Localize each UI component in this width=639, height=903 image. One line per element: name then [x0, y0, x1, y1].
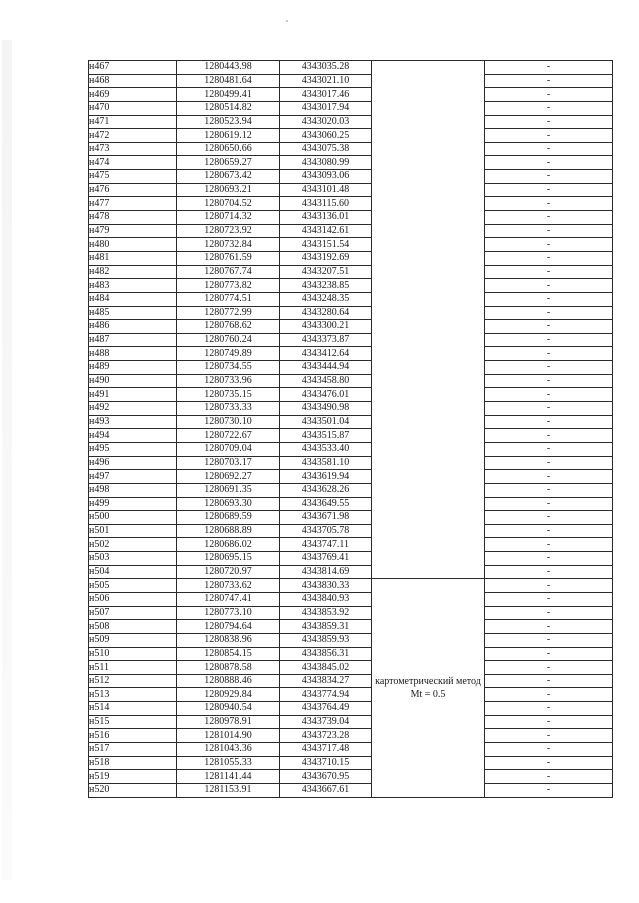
- point-id-cell: н468: [89, 74, 177, 88]
- table-row: [89, 511, 613, 525]
- x-coordinate-cell: 1280723.92: [177, 224, 280, 238]
- point-id-cell: н500: [89, 511, 177, 525]
- accuracy-cell: -: [485, 183, 613, 197]
- x-coordinate-cell: 1280747.41: [177, 592, 280, 606]
- table-row: [89, 579, 613, 593]
- x-coordinate-cell: 1281014.90: [177, 729, 280, 743]
- y-coordinate-cell: 4343859.31: [280, 620, 372, 634]
- table-row: [89, 783, 613, 797]
- accuracy-cell: -: [485, 497, 613, 511]
- point-id-cell: н493: [89, 415, 177, 429]
- y-coordinate-cell: 4343747.11: [280, 538, 372, 552]
- x-coordinate-cell: 1280720.97: [177, 565, 280, 579]
- x-coordinate-cell: 1280722.67: [177, 429, 280, 443]
- accuracy-cell: -: [485, 524, 613, 538]
- accuracy-cell: -: [485, 279, 613, 293]
- table-row: [89, 661, 613, 675]
- accuracy-cell: -: [485, 552, 613, 566]
- table-row: [89, 565, 613, 579]
- x-coordinate-cell: 1281141.44: [177, 770, 280, 784]
- y-coordinate-cell: 4343017.94: [280, 101, 372, 115]
- x-coordinate-cell: 1280673.42: [177, 170, 280, 184]
- y-coordinate-cell: 4343080.99: [280, 156, 372, 170]
- point-id-cell: н513: [89, 688, 177, 702]
- x-coordinate-cell: 1280772.99: [177, 306, 280, 320]
- x-coordinate-cell: 1280773.82: [177, 279, 280, 293]
- point-id-cell: н492: [89, 402, 177, 416]
- x-coordinate-cell: 1280659.27: [177, 156, 280, 170]
- x-coordinate-cell: 1280733.96: [177, 374, 280, 388]
- point-id-cell: н516: [89, 729, 177, 743]
- accuracy-cell: -: [485, 88, 613, 102]
- point-id-cell: н470: [89, 101, 177, 115]
- table-row: [89, 224, 613, 238]
- y-coordinate-cell: 4343238.85: [280, 279, 372, 293]
- y-coordinate-cell: 4343458.80: [280, 374, 372, 388]
- y-coordinate-cell: 4343035.28: [280, 61, 372, 75]
- table-row: [89, 688, 613, 702]
- table-row: [89, 429, 613, 443]
- y-coordinate-cell: 4343142.61: [280, 224, 372, 238]
- x-coordinate-cell: 1280691.35: [177, 483, 280, 497]
- table-row: [89, 347, 613, 361]
- point-id-cell: н473: [89, 142, 177, 156]
- table-row: [89, 320, 613, 334]
- scan-margin-shadow: [2, 40, 12, 880]
- point-id-cell: н489: [89, 361, 177, 375]
- point-id-cell: н490: [89, 374, 177, 388]
- table-row: [89, 402, 613, 416]
- y-coordinate-cell: 4343671.98: [280, 511, 372, 525]
- method-cell-upper: [372, 61, 485, 579]
- y-coordinate-cell: 4343060.25: [280, 129, 372, 143]
- point-id-cell: н491: [89, 388, 177, 402]
- y-coordinate-cell: 4343845.02: [280, 661, 372, 675]
- x-coordinate-cell: 1280499.41: [177, 88, 280, 102]
- point-id-cell: н476: [89, 183, 177, 197]
- accuracy-cell: -: [485, 142, 613, 156]
- table-row: [89, 415, 613, 429]
- point-id-cell: н515: [89, 715, 177, 729]
- point-id-cell: н482: [89, 265, 177, 279]
- table-row: [89, 633, 613, 647]
- x-coordinate-cell: 1280733.33: [177, 402, 280, 416]
- accuracy-cell: -: [485, 442, 613, 456]
- point-id-cell: н504: [89, 565, 177, 579]
- y-coordinate-cell: 4343769.41: [280, 552, 372, 566]
- table-row: [89, 251, 613, 265]
- x-coordinate-cell: 1280443.98: [177, 61, 280, 75]
- accuracy-cell: -: [485, 170, 613, 184]
- y-coordinate-cell: 4343075.38: [280, 142, 372, 156]
- accuracy-cell: -: [485, 579, 613, 593]
- x-coordinate-cell: 1280688.89: [177, 524, 280, 538]
- y-coordinate-cell: 4343248.35: [280, 292, 372, 306]
- accuracy-cell: -: [485, 333, 613, 347]
- x-coordinate-cell: 1280689.59: [177, 511, 280, 525]
- point-id-cell: н488: [89, 347, 177, 361]
- coordinates-table: [88, 60, 613, 798]
- accuracy-cell: -: [485, 347, 613, 361]
- y-coordinate-cell: 4343774.94: [280, 688, 372, 702]
- y-coordinate-cell: 4343300.21: [280, 320, 372, 334]
- accuracy-cell: -: [485, 61, 613, 75]
- x-coordinate-cell: 1280709.04: [177, 442, 280, 456]
- y-coordinate-cell: 4343670.95: [280, 770, 372, 784]
- accuracy-cell: -: [485, 320, 613, 334]
- x-coordinate-cell: 1280704.52: [177, 197, 280, 211]
- x-coordinate-cell: 1280767.74: [177, 265, 280, 279]
- y-coordinate-cell: 4343667.61: [280, 783, 372, 797]
- table-row: [89, 306, 613, 320]
- point-id-cell: н494: [89, 429, 177, 443]
- accuracy-cell: -: [485, 292, 613, 306]
- y-coordinate-cell: 4343444.94: [280, 361, 372, 375]
- x-coordinate-cell: 1280749.89: [177, 347, 280, 361]
- point-id-cell: н511: [89, 661, 177, 675]
- table-row: [89, 770, 613, 784]
- y-coordinate-cell: 4343853.92: [280, 606, 372, 620]
- y-coordinate-cell: 4343723.28: [280, 729, 372, 743]
- table-row: [89, 292, 613, 306]
- point-id-cell: н469: [89, 88, 177, 102]
- accuracy-cell: -: [485, 647, 613, 661]
- x-coordinate-cell: 1280695.15: [177, 552, 280, 566]
- accuracy-cell: -: [485, 756, 613, 770]
- accuracy-cell: -: [485, 702, 613, 716]
- table-row: [89, 333, 613, 347]
- accuracy-cell: -: [485, 633, 613, 647]
- y-coordinate-cell: 4343280.64: [280, 306, 372, 320]
- table-row: [89, 647, 613, 661]
- table-row: [89, 620, 613, 634]
- y-coordinate-cell: 4343764.49: [280, 702, 372, 716]
- table-row: [89, 238, 613, 252]
- y-coordinate-cell: 4343192.69: [280, 251, 372, 265]
- point-id-cell: н505: [89, 579, 177, 593]
- table-row: [89, 101, 613, 115]
- y-coordinate-cell: 4343717.48: [280, 743, 372, 757]
- point-id-cell: н510: [89, 647, 177, 661]
- point-id-cell: н502: [89, 538, 177, 552]
- accuracy-cell: -: [485, 224, 613, 238]
- x-coordinate-cell: 1280514.82: [177, 101, 280, 115]
- point-id-cell: н472: [89, 129, 177, 143]
- accuracy-cell: -: [485, 770, 613, 784]
- y-coordinate-cell: 4343136.01: [280, 211, 372, 225]
- point-id-cell: н501: [89, 524, 177, 538]
- x-coordinate-cell: 1280703.17: [177, 456, 280, 470]
- point-id-cell: н498: [89, 483, 177, 497]
- y-coordinate-cell: 4343476.01: [280, 388, 372, 402]
- x-coordinate-cell: 1280888.46: [177, 674, 280, 688]
- table-row: [89, 170, 613, 184]
- table-row: [89, 183, 613, 197]
- accuracy-cell: -: [485, 729, 613, 743]
- accuracy-cell: -: [485, 156, 613, 170]
- y-coordinate-cell: 4343710.15: [280, 756, 372, 770]
- table-row: [89, 470, 613, 484]
- table-row: [89, 592, 613, 606]
- x-coordinate-cell: 1281055.33: [177, 756, 280, 770]
- point-id-cell: н471: [89, 115, 177, 129]
- table-row: [89, 756, 613, 770]
- table-row: [89, 129, 613, 143]
- accuracy-cell: -: [485, 483, 613, 497]
- accuracy-cell: -: [485, 415, 613, 429]
- accuracy-cell: -: [485, 388, 613, 402]
- accuracy-cell: -: [485, 74, 613, 88]
- y-coordinate-cell: 4343830.33: [280, 579, 372, 593]
- method-label: картометрический метод Mt = 0.5: [375, 675, 481, 700]
- y-coordinate-cell: 4343501.04: [280, 415, 372, 429]
- point-id-cell: н477: [89, 197, 177, 211]
- point-id-cell: н497: [89, 470, 177, 484]
- x-coordinate-cell: 1280692.27: [177, 470, 280, 484]
- accuracy-cell: -: [485, 238, 613, 252]
- accuracy-cell: -: [485, 456, 613, 470]
- y-coordinate-cell: 4343619.94: [280, 470, 372, 484]
- accuracy-cell: -: [485, 101, 613, 115]
- accuracy-cell: -: [485, 565, 613, 579]
- point-id-cell: н507: [89, 606, 177, 620]
- y-coordinate-cell: 4343533.40: [280, 442, 372, 456]
- table-row: [89, 729, 613, 743]
- x-coordinate-cell: 1280760.24: [177, 333, 280, 347]
- y-coordinate-cell: 4343093.06: [280, 170, 372, 184]
- accuracy-cell: -: [485, 429, 613, 443]
- table-row: [89, 115, 613, 129]
- table-row: [89, 606, 613, 620]
- accuracy-cell: -: [485, 306, 613, 320]
- accuracy-cell: -: [485, 592, 613, 606]
- x-coordinate-cell: 1280733.62: [177, 579, 280, 593]
- x-coordinate-cell: 1280768.62: [177, 320, 280, 334]
- point-id-cell: н483: [89, 279, 177, 293]
- accuracy-cell: -: [485, 470, 613, 484]
- point-id-cell: н506: [89, 592, 177, 606]
- table-row: [89, 88, 613, 102]
- x-coordinate-cell: 1281043.36: [177, 743, 280, 757]
- table-row: [89, 211, 613, 225]
- point-id-cell: н485: [89, 306, 177, 320]
- accuracy-cell: -: [485, 197, 613, 211]
- point-id-cell: н478: [89, 211, 177, 225]
- table-row: [89, 497, 613, 511]
- point-id-cell: н486: [89, 320, 177, 334]
- y-coordinate-cell: 4343739.04: [280, 715, 372, 729]
- x-coordinate-cell: 1280929.84: [177, 688, 280, 702]
- y-coordinate-cell: 4343412.64: [280, 347, 372, 361]
- point-id-cell: н509: [89, 633, 177, 647]
- table-row: [89, 265, 613, 279]
- coordinates-table-body: [89, 61, 613, 798]
- accuracy-cell: -: [485, 661, 613, 675]
- y-coordinate-cell: 4343834.27: [280, 674, 372, 688]
- x-coordinate-cell: 1280735.15: [177, 388, 280, 402]
- accuracy-cell: -: [485, 374, 613, 388]
- point-id-cell: н514: [89, 702, 177, 716]
- x-coordinate-cell: 1280619.12: [177, 129, 280, 143]
- table-row: [89, 524, 613, 538]
- accuracy-cell: -: [485, 402, 613, 416]
- x-coordinate-cell: 1280773.10: [177, 606, 280, 620]
- scan-speck: [286, 20, 288, 22]
- table-row: [89, 702, 613, 716]
- table-row: [89, 374, 613, 388]
- x-coordinate-cell: 1280838.96: [177, 633, 280, 647]
- x-coordinate-cell: 1280730.10: [177, 415, 280, 429]
- y-coordinate-cell: 4343814.69: [280, 565, 372, 579]
- point-id-cell: н519: [89, 770, 177, 784]
- accuracy-cell: -: [485, 511, 613, 525]
- y-coordinate-cell: 4343490.98: [280, 402, 372, 416]
- y-coordinate-cell: 4343628.26: [280, 483, 372, 497]
- y-coordinate-cell: 4343649.55: [280, 497, 372, 511]
- x-coordinate-cell: 1280693.30: [177, 497, 280, 511]
- table-row: [89, 743, 613, 757]
- table-row: [89, 74, 613, 88]
- x-coordinate-cell: 1280854.15: [177, 647, 280, 661]
- x-coordinate-cell: 1280686.02: [177, 538, 280, 552]
- method-cell-lower: [372, 579, 485, 797]
- point-id-cell: н484: [89, 292, 177, 306]
- table-row: [89, 483, 613, 497]
- x-coordinate-cell: 1280978.91: [177, 715, 280, 729]
- accuracy-cell: -: [485, 783, 613, 797]
- x-coordinate-cell: 1280732.84: [177, 238, 280, 252]
- point-id-cell: н479: [89, 224, 177, 238]
- table-row: [89, 552, 613, 566]
- accuracy-cell: -: [485, 688, 613, 702]
- y-coordinate-cell: 4343515.87: [280, 429, 372, 443]
- y-coordinate-cell: 4343115.60: [280, 197, 372, 211]
- point-id-cell: н499: [89, 497, 177, 511]
- accuracy-cell: -: [485, 251, 613, 265]
- accuracy-cell: -: [485, 211, 613, 225]
- x-coordinate-cell: 1280878.58: [177, 661, 280, 675]
- point-id-cell: н475: [89, 170, 177, 184]
- point-id-cell: н503: [89, 552, 177, 566]
- point-id-cell: н480: [89, 238, 177, 252]
- y-coordinate-cell: 4343021.10: [280, 74, 372, 88]
- accuracy-cell: -: [485, 361, 613, 375]
- x-coordinate-cell: 1280714.32: [177, 211, 280, 225]
- x-coordinate-cell: 1280481.64: [177, 74, 280, 88]
- x-coordinate-cell: 1280761.59: [177, 251, 280, 265]
- table-row: [89, 197, 613, 211]
- x-coordinate-cell: 1280650.66: [177, 142, 280, 156]
- table-row: [89, 388, 613, 402]
- y-coordinate-cell: 4343020.03: [280, 115, 372, 129]
- table-row: [89, 674, 613, 688]
- x-coordinate-cell: 1281153.91: [177, 783, 280, 797]
- accuracy-cell: -: [485, 538, 613, 552]
- accuracy-cell: -: [485, 715, 613, 729]
- point-id-cell: н496: [89, 456, 177, 470]
- point-id-cell: н487: [89, 333, 177, 347]
- y-coordinate-cell: 4343207.51: [280, 265, 372, 279]
- y-coordinate-cell: 4343373.87: [280, 333, 372, 347]
- x-coordinate-cell: 1280794.64: [177, 620, 280, 634]
- accuracy-cell: -: [485, 606, 613, 620]
- y-coordinate-cell: 4343859.93: [280, 633, 372, 647]
- point-id-cell: н517: [89, 743, 177, 757]
- table-row: [89, 442, 613, 456]
- table-row: [89, 361, 613, 375]
- accuracy-cell: -: [485, 620, 613, 634]
- point-id-cell: н474: [89, 156, 177, 170]
- y-coordinate-cell: 4343017.46: [280, 88, 372, 102]
- accuracy-cell: -: [485, 265, 613, 279]
- table-row: [89, 279, 613, 293]
- point-id-cell: н520: [89, 783, 177, 797]
- point-id-cell: н508: [89, 620, 177, 634]
- accuracy-cell: -: [485, 115, 613, 129]
- y-coordinate-cell: 4343856.31: [280, 647, 372, 661]
- accuracy-cell: -: [485, 743, 613, 757]
- table-row: [89, 715, 613, 729]
- table-row: [89, 156, 613, 170]
- point-id-cell: н512: [89, 674, 177, 688]
- table-row: [89, 456, 613, 470]
- point-id-cell: н495: [89, 442, 177, 456]
- y-coordinate-cell: 4343581.10: [280, 456, 372, 470]
- x-coordinate-cell: 1280774.51: [177, 292, 280, 306]
- y-coordinate-cell: 4343101.48: [280, 183, 372, 197]
- table-row: [89, 538, 613, 552]
- y-coordinate-cell: 4343705.78: [280, 524, 372, 538]
- table-row: [89, 142, 613, 156]
- x-coordinate-cell: 1280523.94: [177, 115, 280, 129]
- point-id-cell: н481: [89, 251, 177, 265]
- y-coordinate-cell: 4343840.93: [280, 592, 372, 606]
- x-coordinate-cell: 1280693.21: [177, 183, 280, 197]
- accuracy-cell: -: [485, 674, 613, 688]
- x-coordinate-cell: 1280940.54: [177, 702, 280, 716]
- table-row: [89, 61, 613, 75]
- y-coordinate-cell: 4343151.54: [280, 238, 372, 252]
- accuracy-cell: -: [485, 129, 613, 143]
- point-id-cell: н518: [89, 756, 177, 770]
- x-coordinate-cell: 1280734.55: [177, 361, 280, 375]
- point-id-cell: н467: [89, 61, 177, 75]
